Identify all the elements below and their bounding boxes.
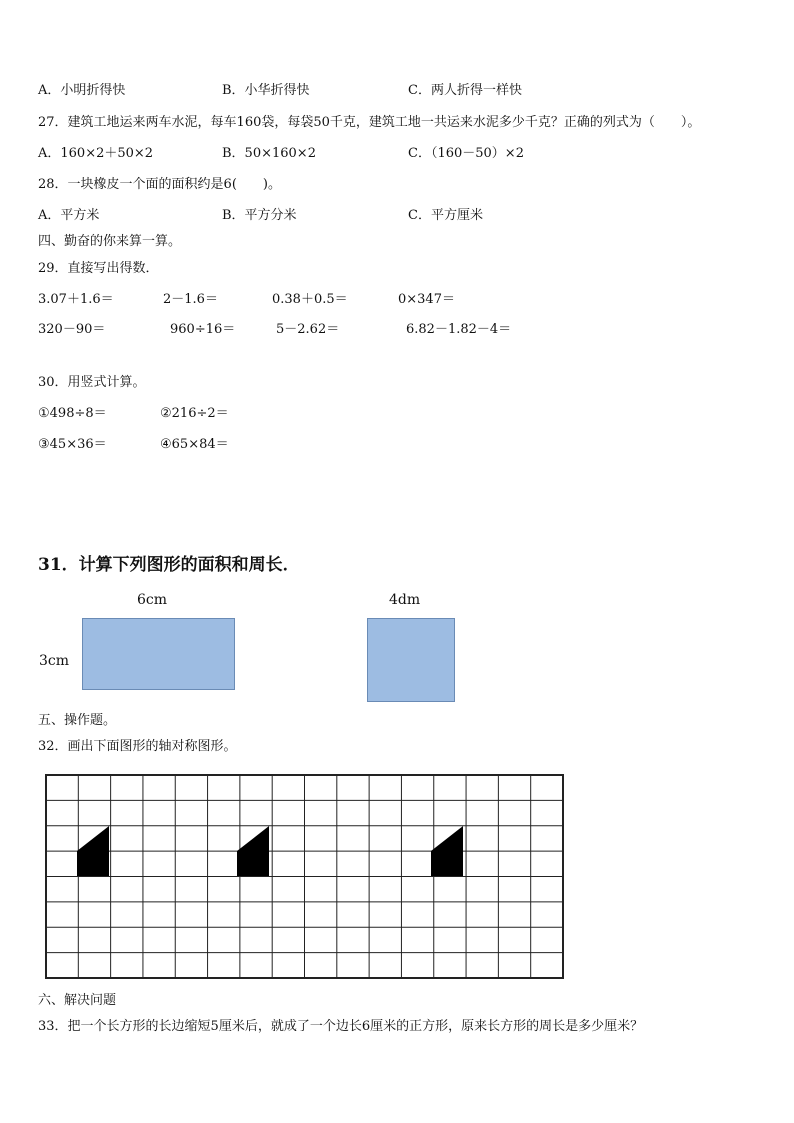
q29-expr-5: 320－90＝ xyxy=(38,322,106,337)
section5-title: 五、操作题。 xyxy=(38,713,117,728)
q32-question: 32．画出下面图形的轴对称图形。 xyxy=(38,739,237,754)
q28-option-b: B．平方分米 xyxy=(222,208,297,223)
q28-option-a: A．平方米 xyxy=(38,208,100,223)
rect-height-label: 3cm xyxy=(39,653,70,669)
q26-option-b: B．小华折得快 xyxy=(222,83,310,98)
q28-option-c: C．平方厘米 xyxy=(408,208,483,223)
q29-expr-8: 6.82－1.82－4＝ xyxy=(406,322,512,337)
q30-item-2: ②216÷2＝ xyxy=(160,406,229,421)
q29-expr-2: 2－1.6＝ xyxy=(163,292,218,307)
q26-option-c: C．两人折得一样快 xyxy=(408,83,522,98)
symmetry-grid[interactable] xyxy=(45,774,565,984)
q26-option-a: A．小明折得快 xyxy=(38,83,126,98)
q27-question: 27．建筑工地运来两车水泥，每车160袋，每袋50千克，建筑工地一共运来水泥多少千克？正确的列式为（ ）。 xyxy=(38,115,701,130)
q30-item-4: ④65×84＝ xyxy=(160,437,229,452)
q27-option-b: B．50×160×2 xyxy=(222,146,316,161)
q29-expr-1: 3.07＋1.6＝ xyxy=(38,292,114,307)
section4-title: 四、勤奋的你来算一算。 xyxy=(38,234,182,249)
q28-question: 28．一块橡皮一个面的面积约是6( )。 xyxy=(38,177,281,192)
rect-width-label: 6cm xyxy=(137,592,168,608)
half-shape-1 xyxy=(77,826,109,876)
q31-question: 31．计算下列图形的面积和周长． xyxy=(38,555,300,575)
q30-item-1: ①498÷8＝ xyxy=(38,406,107,421)
q29-expr-4: 0×347＝ xyxy=(398,292,455,307)
q27-option-a: A．160×2＋50×2 xyxy=(38,146,154,161)
grid-svg xyxy=(45,774,565,980)
q29-question: 29．直接写出得数． xyxy=(38,261,159,276)
square-shape xyxy=(367,618,455,702)
square-side-label: 4dm xyxy=(389,592,421,608)
q33-question: 33．把一个长方形的长边缩短5厘米后，就成了一个边长6厘米的正方形，原来长方形的周长是多少厘米？ xyxy=(38,1019,644,1034)
half-shape-2 xyxy=(237,826,269,876)
q27-option-c: C．（160－50）×2 xyxy=(408,146,524,161)
half-shape-3 xyxy=(431,826,463,876)
q29-expr-3: 0.38＋0.5＝ xyxy=(272,292,348,307)
q30-question: 30．用竖式计算。 xyxy=(38,375,146,390)
q29-expr-7: 5－2.62＝ xyxy=(276,322,340,337)
q29-expr-6: 960÷16＝ xyxy=(170,322,236,337)
rectangle-shape xyxy=(82,618,235,690)
q30-item-3: ③45×36＝ xyxy=(38,437,107,452)
section6-title: 六、解决问题 xyxy=(38,993,117,1008)
